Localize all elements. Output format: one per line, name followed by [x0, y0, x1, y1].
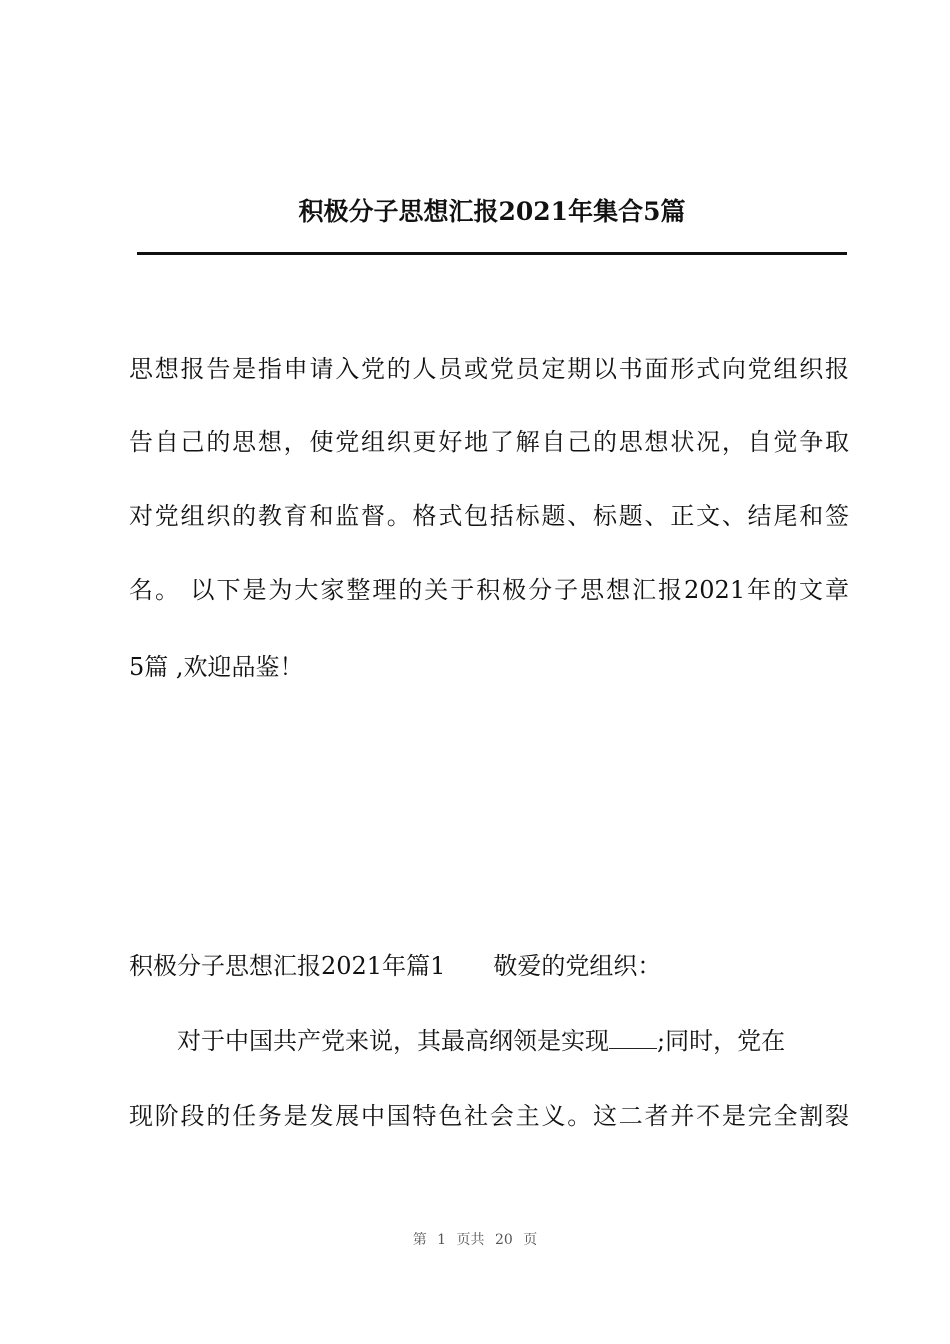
title-underline — [137, 252, 847, 255]
section-heading-line — [129, 951, 849, 981]
body-line-1-start: 对于中国共产党来说，其最高纲领是实现 — [177, 1027, 609, 1055]
body-line-1-end: ;同时，党在 — [657, 1027, 786, 1055]
document-title: 积极分子思想汇报2021年集合5篇 — [298, 197, 686, 226]
fill-in-blank — [609, 1028, 657, 1049]
salutation: 敬爱的党组织： — [493, 952, 662, 980]
body-line-2: 现阶段的任务是发展中国特色社会主义。这二者并不是完全割裂 — [129, 1102, 849, 1130]
intro-line-3: 对党组织的教育和监督。格式包括标题、标题、正文、结尾和签 — [129, 502, 849, 530]
section-heading: 积极分子思想汇报2021年篇1 — [129, 952, 446, 980]
page-number: 第 1 页共 20 页 — [412, 1232, 538, 1248]
body-line-1 — [129, 1026, 849, 1056]
intro-line-2: 告自己的思想，使党组织更好地了解自己的思想状况，自觉争取 — [129, 428, 849, 456]
intro-line-1: 思想报告是指申请入党的人员或党员定期以书面形式向党组织报 — [129, 355, 849, 383]
intro-line-5: 5篇 ,欢迎品鉴！ — [129, 653, 304, 681]
intro-line-4: 名。 以下是为大家整理的关于积极分子思想汇报2021年的文章 — [129, 576, 849, 604]
